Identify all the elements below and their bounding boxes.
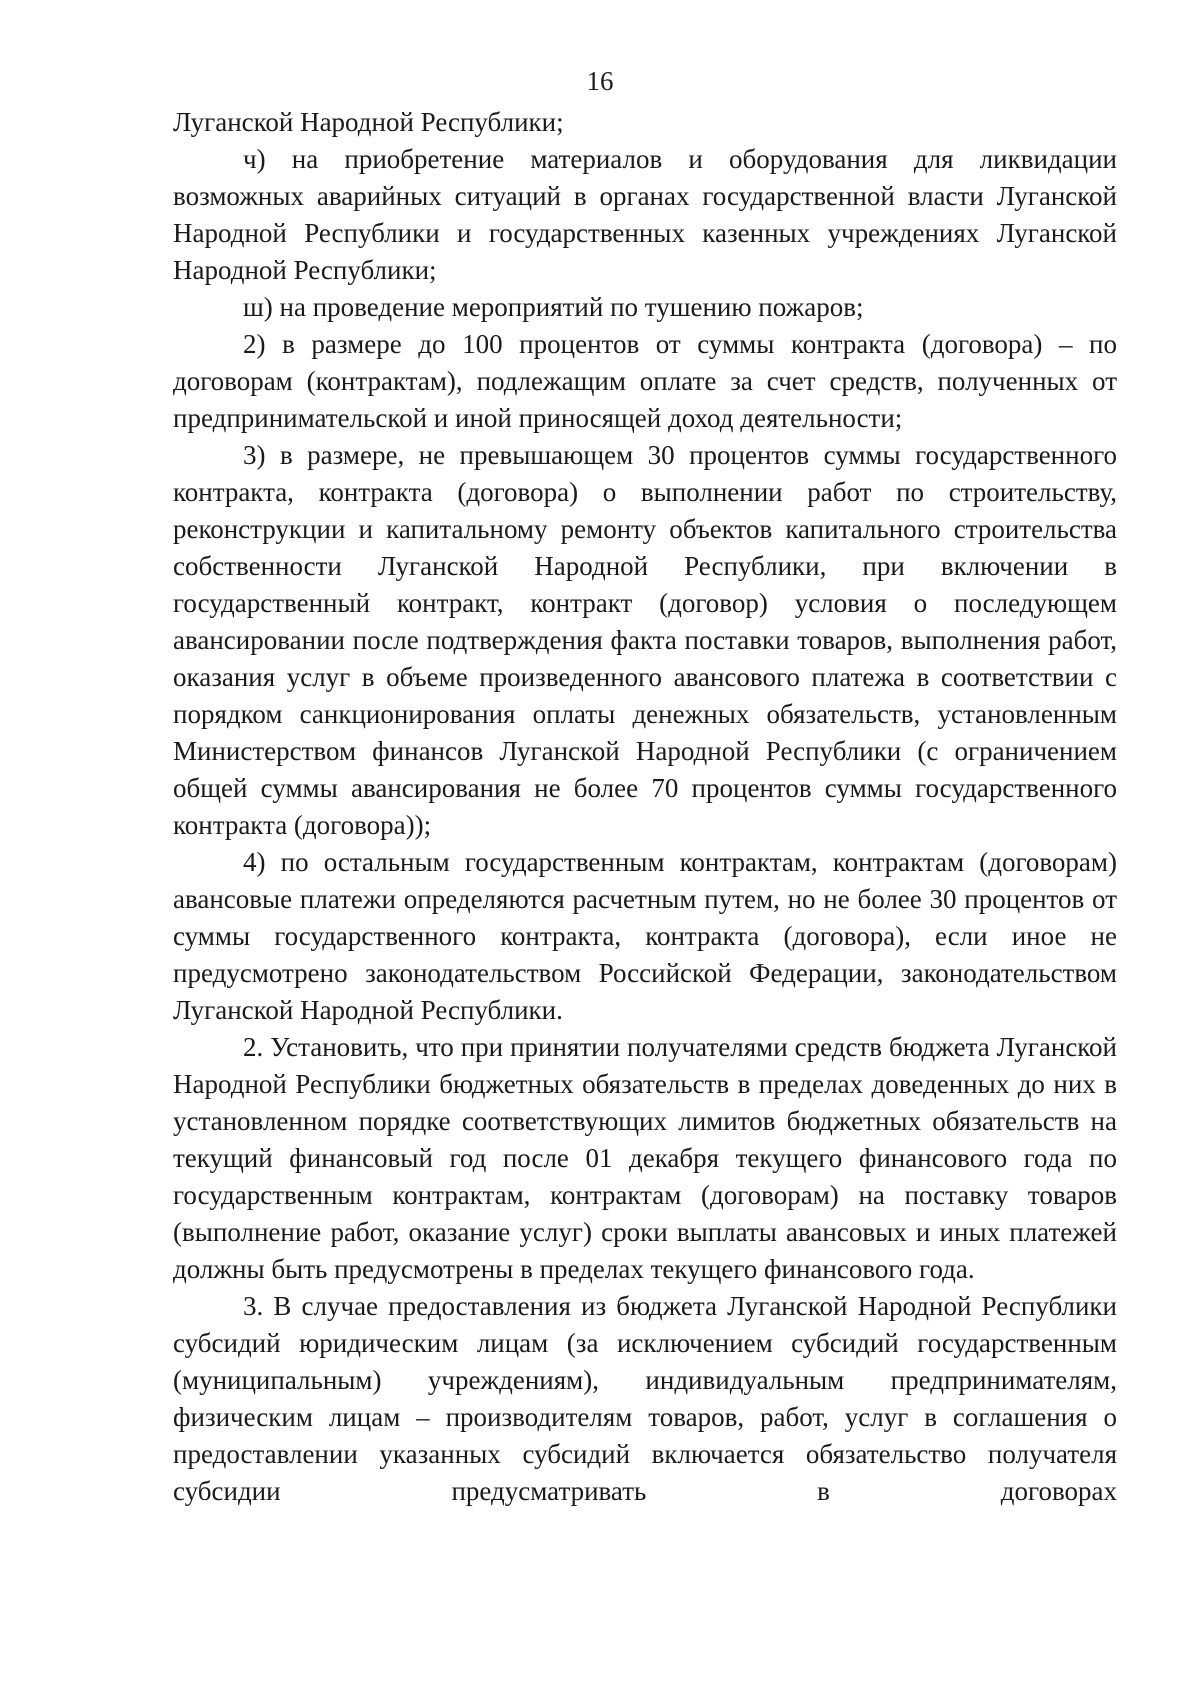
paragraph-item-3: 3) в размере, не превышающем 30 процентов суммы государственного контракта, контракта (договора) о выполнении работ по строительству, реконструкции и капитальному ремонту объектов капитального строительства собственности Луганской Народной Республики, при включении в государственный контракт, контракт (договор) условия о последующем авансировании после подтверждения факта поставки товаров, выполнения работ, оказания услуг в объеме произведенного авансового платежа в соответствии с порядком санкционирования оплаты денежных обязательств, установленным Министерством финансов Луганской Народной Республики (с ограничением общей суммы авансирования не более 70 процентов суммы государственного контракта (договора)); (173, 440, 1117, 840)
paragraph-item-ch: ч) на приобретение материалов и оборудования для ликвидации возможных аварийных ситуаций в органах государственной власти Луганской Народной Республики и государственных казенных учреждениях Луганской Народной Республики; (173, 144, 1117, 285)
document-body (173, 104, 1117, 1510)
paragraph-item-sh: ш) на проведение мероприятий по тушению пожаров; (243, 292, 864, 322)
paragraph-item-2: 2) в размере до 100 процентов от суммы контракта (договора) – по договорам (контрактам), подлежащим оплате за счет средств, полученных от предпринимательской и иной приносящей доход деятельности; (173, 329, 1117, 433)
paragraph-section-3: 3. В случае предоставления из бюджета Луганской Народной Республики субсидий юридическим лицам (за исключением субсидий государственным (муниципальным) учреждениям), индивидуальным предпринимателям, физическим лицам – производителям товаров, работ, услуг в соглашения о предоставлении указанных субсидий включается обязательство получателя субсидии предусматривать в договорах (173, 1291, 1117, 1506)
page-number: 16 (586, 66, 614, 96)
paragraph-item-4: 4) по остальным государственным контрактам, контрактам (договорам) авансовые платежи определяются расчетным путем, но не более 30 процентов от суммы государственного контракта, контракта (договора), если иное не предусмотрено законодательством Российской Федерации, законодательством Луганской Народной Республики. (173, 847, 1117, 1025)
paragraph-continuation: Луганской Народной Республики; (173, 107, 564, 137)
paragraph-section-2: 2. Установить, что при принятии получателями средств бюджета Луганской Народной Республики бюджетных обязательств в пределах доведенных до них в установленном порядке соответствующих лимитов бюджетных обязательств на текущий финансовый год после 01 декабря текущего финансового года по государственным контрактам, контрактам (договорам) на поставку товаров (выполнение работ, оказание услуг) сроки выплаты авансовых и иных платежей должны быть предусмотрены в пределах текущего финансового года. (173, 1032, 1117, 1284)
